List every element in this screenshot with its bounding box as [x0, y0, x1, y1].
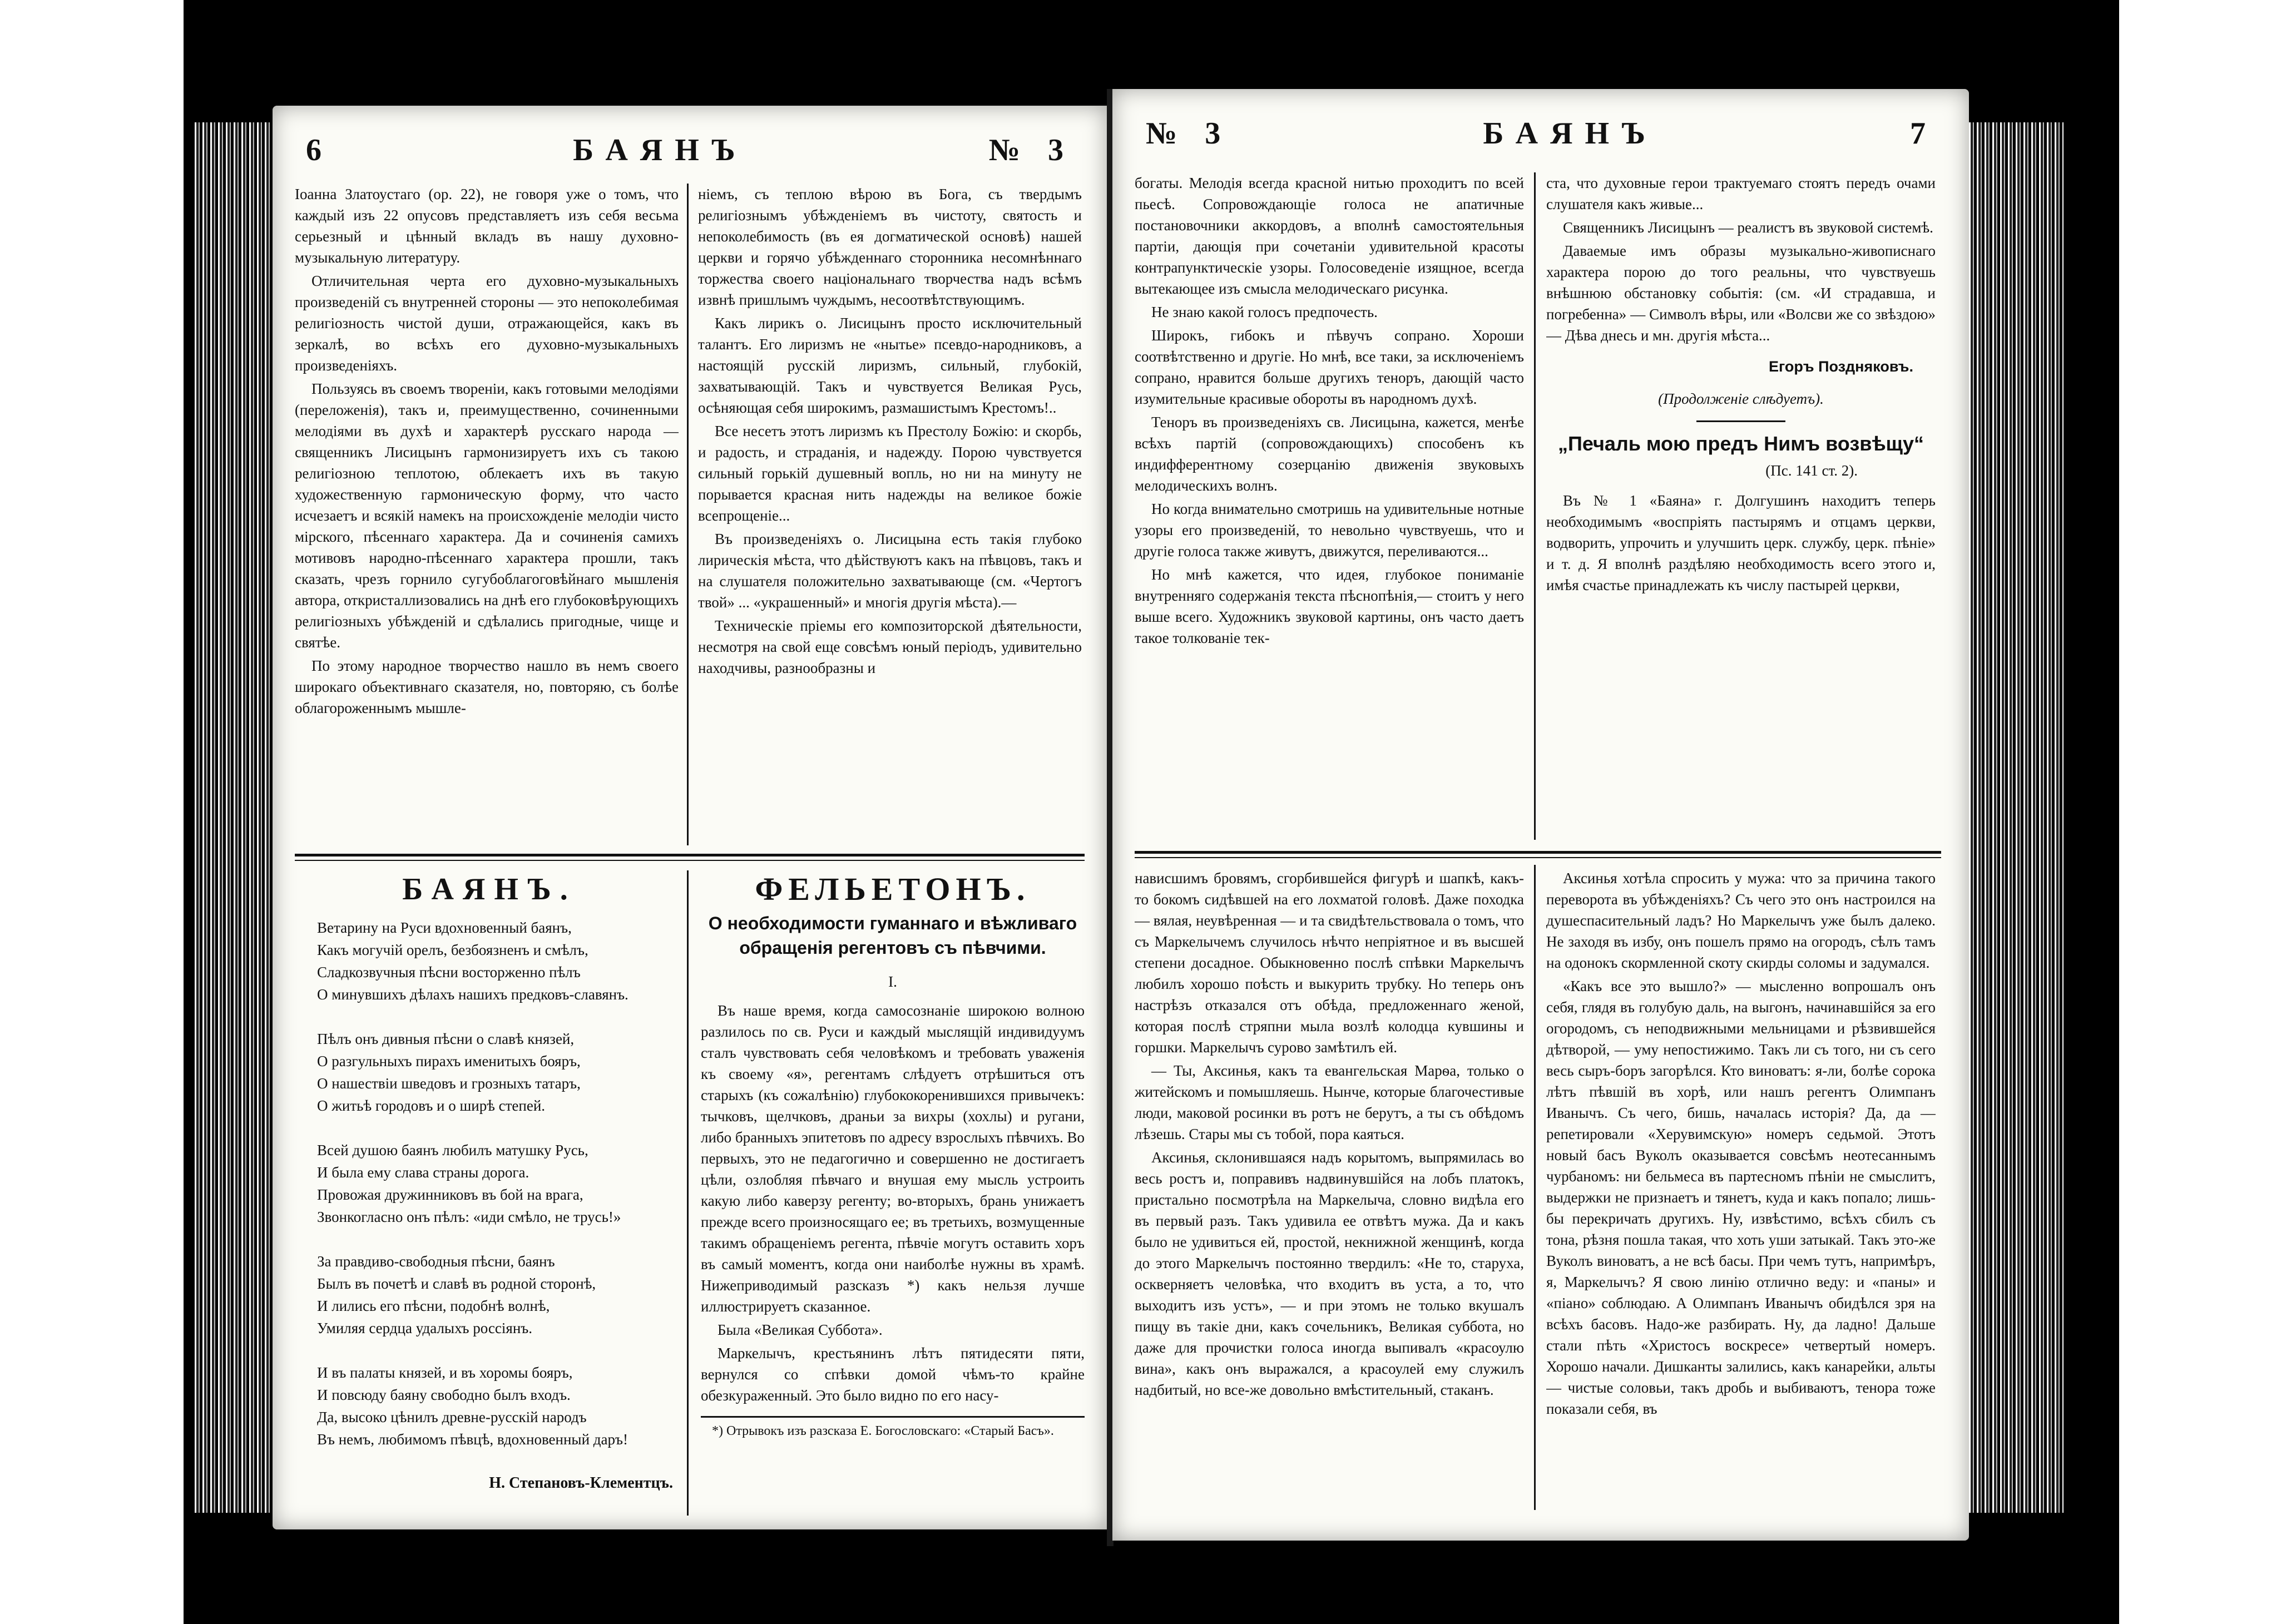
verse-line: И повсюду баяну свободно былъ входъ.	[317, 1387, 571, 1403]
verse-line: Звонкогласно онъ пѣлъ: «иди смѣло, не трусь!»	[317, 1209, 621, 1225]
short-divider	[1696, 420, 1785, 422]
continued-note: (Продолженіе слѣдуетъ).	[1658, 390, 1824, 407]
stanza	[317, 1139, 673, 1228]
verse-line: И лились его пѣсни, подобнѣ волнѣ,	[317, 1298, 550, 1314]
section-rule	[295, 854, 1085, 856]
poem-author: Н. Степановъ-Клементцъ.	[489, 1474, 673, 1492]
stanza	[317, 917, 673, 1006]
column-divider	[1534, 865, 1536, 1510]
book-edge-right	[1969, 122, 2064, 1513]
left-running-head	[306, 128, 1073, 172]
paragraph: Пользуясь въ своемъ твореніи, какъ готовыми мелодіями (переложенія), такъ и, преимущественно, сочиненными мелодіями въ духѣ и характерѣ русскаго народа — священникъ Лисицынъ гармонизируетъ ихъ съ такою религіозною теплотою, облекаетъ ихъ въ такую художественную гармоническую форму, что часто исчезаетъ и всякій намекъ на происхожденіе мелодіи чисто мірского, пѣсеннаго характера. Да и сочиненія самихъ мотивовъ народно-пѣсеннаго характера прошли, такъ сказать, чрезъ горнило сугубоблагоговѣйнаго мышленія автора, откристаллизовались на днѣ его глубоковѣрующихъ религіозныхъ убѣжденій и сдѣлались пригодные, чище и святѣе.	[295, 380, 679, 651]
column-divider	[687, 870, 689, 1516]
right-page	[1112, 89, 1969, 1541]
paragraph: По этому народное творчество нашло въ немъ своего широкаго объективнаго сказателя, но, повторяю, съ болѣе облагороженнымъ мышле-	[295, 657, 679, 716]
paragraph: Но когда внимательно смотришь на удивительные нотные узоры его произведеній, то невольно чувствуешь, что и другіе голоса также живутъ, движутся, переливаются...	[1135, 501, 1524, 560]
verse-line: За правдиво-свободныя пѣсни, баянъ	[317, 1253, 555, 1270]
paragraph: Все несетъ этотъ лиризмъ къ Престолу Божію: и скорбь, и радость, и страданія, и надежду. Порою чувствуется сильный горькій душевный вопль, но ни на минуту не порывается красная нить надежды на великое божіе всепрощеніе...	[698, 423, 1082, 524]
paragraph: Широкъ, гибокъ и пѣвучъ сопрано. Хороши соотвѣтственно и другіе. Но мнѣ, все таки, за исключеніемъ сопрано, нравится больше другихъ теноръ, дающій часто изумительные красивые обороты въ народномъ духѣ.	[1135, 327, 1524, 407]
running-title: БАЯНЪ	[573, 133, 748, 167]
paragraph: Въ произведеніяхъ о. Лисицына есть такія глубоко лирическія мѣста, что дѣйствуютъ какъ на пѣвцовъ, такъ и на слушателя положительно захватывающе (см. «Чертогъ твой» ... «украшенный» и многія другія мѣста).—	[698, 531, 1082, 611]
column-divider	[687, 184, 689, 845]
paragraph: Отличительная черта его духовно-музыкальныхъ произведеній съ внутренней стороны — это непоколебимая религіозность чистой души, отражающейся, какъ въ зеркалѣ, во всѣхъ его духовно-музыкальныхъ произведеніяхъ.	[295, 273, 679, 374]
paragraph: Техническіе пріемы его композиторской дѣятельности, несмотря на свой еще совсѣмъ юный періодъ, удивительно находчивы, разнообразны и	[698, 617, 1082, 676]
stanza	[317, 1250, 673, 1339]
section-rule-thin	[1135, 857, 1941, 858]
issue-number: № 3	[1146, 116, 1231, 151]
article-signature: Егоръ Поздняковъ.	[1769, 358, 1913, 375]
paragraph: ста, что духовные герои трактуемаго стоятъ передъ очами слушателя какъ живые...	[1546, 175, 1936, 212]
paragraph: Не знаю какой голосъ предпочесть.	[1151, 304, 1378, 320]
verse-line: Въ немъ, любимомъ пѣвцѣ, вдохновенный даръ!	[317, 1431, 628, 1448]
footnote: *) Отрывокъ изъ разсказа Е. Богословскаго: «Старый Басъ».	[701, 1416, 1085, 1440]
scripture-citation: (Пс. 141 ст. 2).	[1765, 462, 1858, 479]
verse-line: Пѣлъ онъ дивныя пѣсни о славѣ князей,	[317, 1031, 575, 1047]
section-rule	[1135, 851, 1941, 854]
verse-line: Ветарину на Руси вдохновенный баянъ,	[317, 919, 572, 936]
verse-line: Провожая дружинниковъ въ бой на врага,	[317, 1186, 583, 1203]
verse-line: Всей душою баянъ любилъ матушку Русь,	[317, 1142, 588, 1158]
feuilleton-heading: ФЕЛЬЕТОНЪ.	[755, 873, 1031, 907]
verse-line: Да, высоко цѣнилъ древне-русскій народъ	[317, 1409, 587, 1425]
verse-line: И была ему слава страны дорога.	[317, 1164, 530, 1181]
paragraph: ніемъ, съ теплою вѣрою въ Бога, съ твердымъ религіознымъ убѣжденіемъ въ чистоту, святость и непоколебимость (въ ея догматической основѣ) нашей церкви и горячо убѣжденнаго сторонника несомнѣннаго торжества своего національнаго творчества надъ всѣмъ извнѣ пришлымъ чуждымъ, несоотвѣтствующимъ.	[698, 186, 1082, 308]
paragraph: Теноръ въ произведеніяхъ св. Лисицына, кажется, менѣе всѣхъ партій (сопровождающихъ) способенъ къ индифферентному созерцанію движенія звуковыхъ мелодическихъ волнъ.	[1135, 414, 1524, 494]
right-running-head	[1146, 111, 1936, 156]
article-title: „Печаль мою предъ Нимъ возвѣщу“	[1557, 432, 1924, 455]
verse-line: Былъ въ почетѣ и славѣ въ родной сторонѣ,	[317, 1275, 596, 1292]
running-title: БАЯНЪ	[1483, 116, 1657, 151]
page-number: 6	[306, 133, 331, 167]
verse-line: Какъ могучій орелъ, безбоязненъ и смѣлъ,	[317, 942, 588, 958]
verse-line: Умиляя сердца удалыхъ россіянъ.	[317, 1320, 532, 1336]
paragraph: Была «Великая Суббота».	[718, 1321, 883, 1338]
left-top-column-1	[295, 184, 679, 851]
paragraph: Священникъ Лисицынъ — реалистъ въ звуковой системѣ.	[1563, 219, 1933, 236]
paragraph: Іоанна Златоустаго (ор. 22), не говоря уже о томъ, что каждый изъ 22 опусовъ представляетъ изъ себя весьма серьезный и цѣнный вкладъ въ нашу духовно-музыкальную литературу.	[295, 186, 679, 266]
right-bottom-column-2	[1546, 868, 1936, 1518]
paragraph: — Ты, Аксинья, какъ та евангельская Марѳа, только о житейскомъ и помышляешь. Нынче, которые благочестивые люди, маковой росинки въ ротъ не берутъ, а ты съ обѣдомъ лѣзешь. Стары мы съ тобой, пора каяться.	[1135, 1062, 1524, 1142]
paragraph: Въ наше время, когда самосознаніе широкою волною разлилось по св. Руси и каждый мыслящій индивидуумъ сталъ чувствовать себя человѣкомъ и требовать уваженія къ своему «я», регентамъ слѣдуетъ отрѣшиться отъ старыхъ (къ сожалѣнію) глубококоренившихся привычекъ: тычковъ, щелчковъ, драньи за вихры (хохлы) и ругани, либо бранныхъ эпитетовъ по адресу взрослыхъ пѣвчихъ. Во первыхъ, это не педагогично и совершенно не достигаетъ цѣли, озлобляя пѣвчаго и внушая ему мысль устроить какую либо каверзу регенту; во-вторыхъ, брань унижаетъ прежде всего произносящаго ее; въ третьихъ, возмущенные такимъ обращеніемъ регента, пѣвчіе могутъ оставить хоръ въ самый моментъ, когда они наиболѣе нужны въ храмѣ. Нижеприводимый разсказъ *) какъ нельзя лучше иллюстрируетъ сказанное.	[701, 1002, 1085, 1315]
left-top-column-2	[698, 184, 1082, 851]
paragraph: Аксинья хотѣла спросить у мужа: что за причина такого переворота въ убѣжденіяхъ? Съ чего это онъ настроился на душеспасительный ладъ? Но Маркелычъ уже былъ далеко. Не заходя въ избу, онъ пошелъ прямо на огородъ, сѣлъ тамъ на одонокъ скормленной скоту скирды соломы и задумался.	[1546, 870, 1936, 971]
issue-number: № 3	[988, 133, 1073, 167]
feuilleton-subtitle: О необходимости гуманнаго и вѣжливаго обращенія регентовъ съ пѣвчими.	[708, 913, 1077, 958]
right-top-column-2	[1546, 172, 1936, 845]
page-number: 7	[1909, 116, 1936, 151]
paragraph: «Какъ все это вышло?» — мысленно вопрошалъ онъ себя, глядя въ голубую даль, на выгонъ, начинавшійся за его огородомъ, съ неподвижными мельницами и рѣзвившейся дѣтворой, — уму непостижимо. Такъ ли съ того, ни съ сего весь сыръ-боръ загорѣлся. Кто виноватъ: я-ли, болѣе сорока лѣтъ пѣвшій въ хорѣ, или нашъ регентъ Олимпанъ Иванычъ. Съ чего, бишь, началась исторія? Да, да — репетировали «Херувимскую» номеръ седьмой. Этотъ новый басъ Вуколъ оказывается совсѣмъ неотесаннымъ чурбаномъ: ни бельмеса въ партесномъ пѣніи не смыслитъ, выдержки не признаетъ и тянетъ, куда и какъ попало; лишь-бы перекричать другихъ. Ну, извѣстимо, всѣхъ сбилъ съ тона, рѣзня пошла такая, что хоть уши затыкай. Такъ это-же Вуколъ виноватъ, а не всѣ басы. При чемъ тутъ, напримѣръ, я, Маркелычъ? Я свою линію отлично веду: и «паны» и «піано» соблюдаю. А Олимпанъ Иванычъ обидѣлся зря на всѣхъ басовъ. Надо-же разбирать. Ну, да ладно! Дальше стали пѣть «Христосъ воскресе» четвертый номеръ. Хорошо начали. Дишканты залились, какъ канарейки, альты — чистые соловьи, такъ дробь и выбиваютъ, тенора тоже показали себя, въ	[1546, 978, 1936, 1417]
poem-column	[306, 873, 673, 1518]
paragraph: богаты. Мелодія всегда красной нитью проходитъ по всей пьесѣ. Сопровождающіе голоса не апатичные постановочники аккордовъ, а вполнѣ самостоятельныя партіи, дающія при сочетаніи удивительной красоты контрапунктическіе узоры. Голосоведеніе изящное, всегда вытекающее изъ смысла мелодическаго рисунка.	[1135, 175, 1524, 297]
section-rule-thin	[295, 860, 1085, 861]
stanza	[317, 1361, 673, 1450]
verse-line: О нашествіи шведовъ и грозныхъ татаръ,	[317, 1075, 581, 1092]
verse-line: Сладкозвучныя пѣсни восторженно пѣлъ	[317, 964, 581, 981]
paragraph: Аксинья, склонившаяся надъ корытомъ, выпрямилась во весь ростъ и, поправивъ надвинувшійся на лобъ платокъ, пристально посмотрѣла на Маркелыча, словно видѣла его въ первый разъ. Такъ удивила ее отвѣтъ мужа. Да и какъ было не удивиться ей, простой, некнижной женщинѣ, когда до этого Маркелычъ постоянно твердилъ: «Не то, старуха, оскверняетъ человѣка, что входитъ въ уста, а то, что выходитъ изъ устъ», — и при этомъ не только вкушалъ пищу въ такіе дни, какъ сочельникъ, Великая суббота, но даже для прочистки голоса иногда выпивалъ «красоулю вина», какъ онъ выражался, а красоулей ему служилъ надбитый, но все-же довольно вмѣстительный, стаканъ.	[1135, 1149, 1524, 1398]
verse-line: О житьѣ городовъ и о ширѣ степей.	[317, 1097, 546, 1114]
paragraph: Но мнѣ кажется, что идея, глубокое пониманіе внутренняго содержанія текста пѣснопѣнія,— стоитъ у него выше всего. Художникъ звуковой картины, онъ часто даетъ такое толкованіе тек-	[1135, 566, 1524, 646]
feuilleton-column	[701, 873, 1085, 1518]
verse-line: И въ палаты князей, и въ хоромы бояръ,	[317, 1364, 573, 1381]
verse-line: О минувшихъ дѣлахъ нашихъ предковъ-славянъ.	[317, 986, 629, 1003]
paragraph: нависшимъ бровямъ, сгорбившейся фигурѣ и шапкѣ, какъ-то бокомъ сидѣвшей на его лохматой головѣ. Даже походка — вялая, неувѣренная — и та свидѣтельствовала о томъ, что съ Маркелычемъ случилось нѣчто непріятное и въ высшей степени досадное. Обыкновенно послѣ спѣвки Маркелычъ любилъ хорошо поѣсть и выкурить трубку. Но теперь онъ настрѣзъ отказался отъ обѣда, предложеннаго женой, которая послѣ стряпни мыла возлѣ колодца кувшины и горшки. Маркелычъ сурово замѣтилъ ей.	[1135, 870, 1524, 1056]
paragraph: Маркелычъ, крестьянинъ лѣтъ пятидесяти пяти, вернулся со спѣвки домой чѣмъ-то крайне обезкураженный. Это было видно по его насу-	[701, 1345, 1085, 1404]
right-top-column-1	[1135, 172, 1524, 845]
stanza	[317, 1028, 673, 1117]
paragraph: Даваемые имъ образы музыкально-живописнаго характера порою до того реальны, что чувствуешь внѣшнюю обстановку событія: (см. «И страдавша, и погребенна» — Символъ вѣры, или «Волсви же со звѣздою» — Дѣва днесь и мн. другія мѣста...	[1546, 242, 1936, 344]
verse-line: О разгульныхъ пирахъ именитыхъ бояръ,	[317, 1053, 581, 1070]
section-number: I.	[888, 973, 897, 990]
column-divider	[1534, 172, 1536, 840]
paragraph: Какъ лирикъ о. Лисицынъ просто исключительный талантъ. Его лиризмъ не «нытье» псевдо-народниковъ, а настоящій русскій лиризмъ, сильный, глубокій, захватывающій. Такъ и чувствуется Великая Русь, осѣняющая себя широкимъ, размашистымъ Крестомъ!..	[698, 315, 1082, 416]
left-page	[273, 106, 1107, 1529]
right-bottom-column-1	[1135, 868, 1524, 1518]
paragraph: Въ № 1 «Баяна» г. Долгушинъ находитъ теперь необходимымъ «воспріять пастырямъ и отцамъ церкви, водворить, упрочить и улучшить церк. службу, церк. пѣніе» и т. д. Я вполнѣ раздѣляю необходимость всего этого и, имѣя счастье принадлежать къ числу пастырей церкви,	[1546, 492, 1936, 593]
poem-title: БАЯНЪ.	[402, 873, 577, 907]
